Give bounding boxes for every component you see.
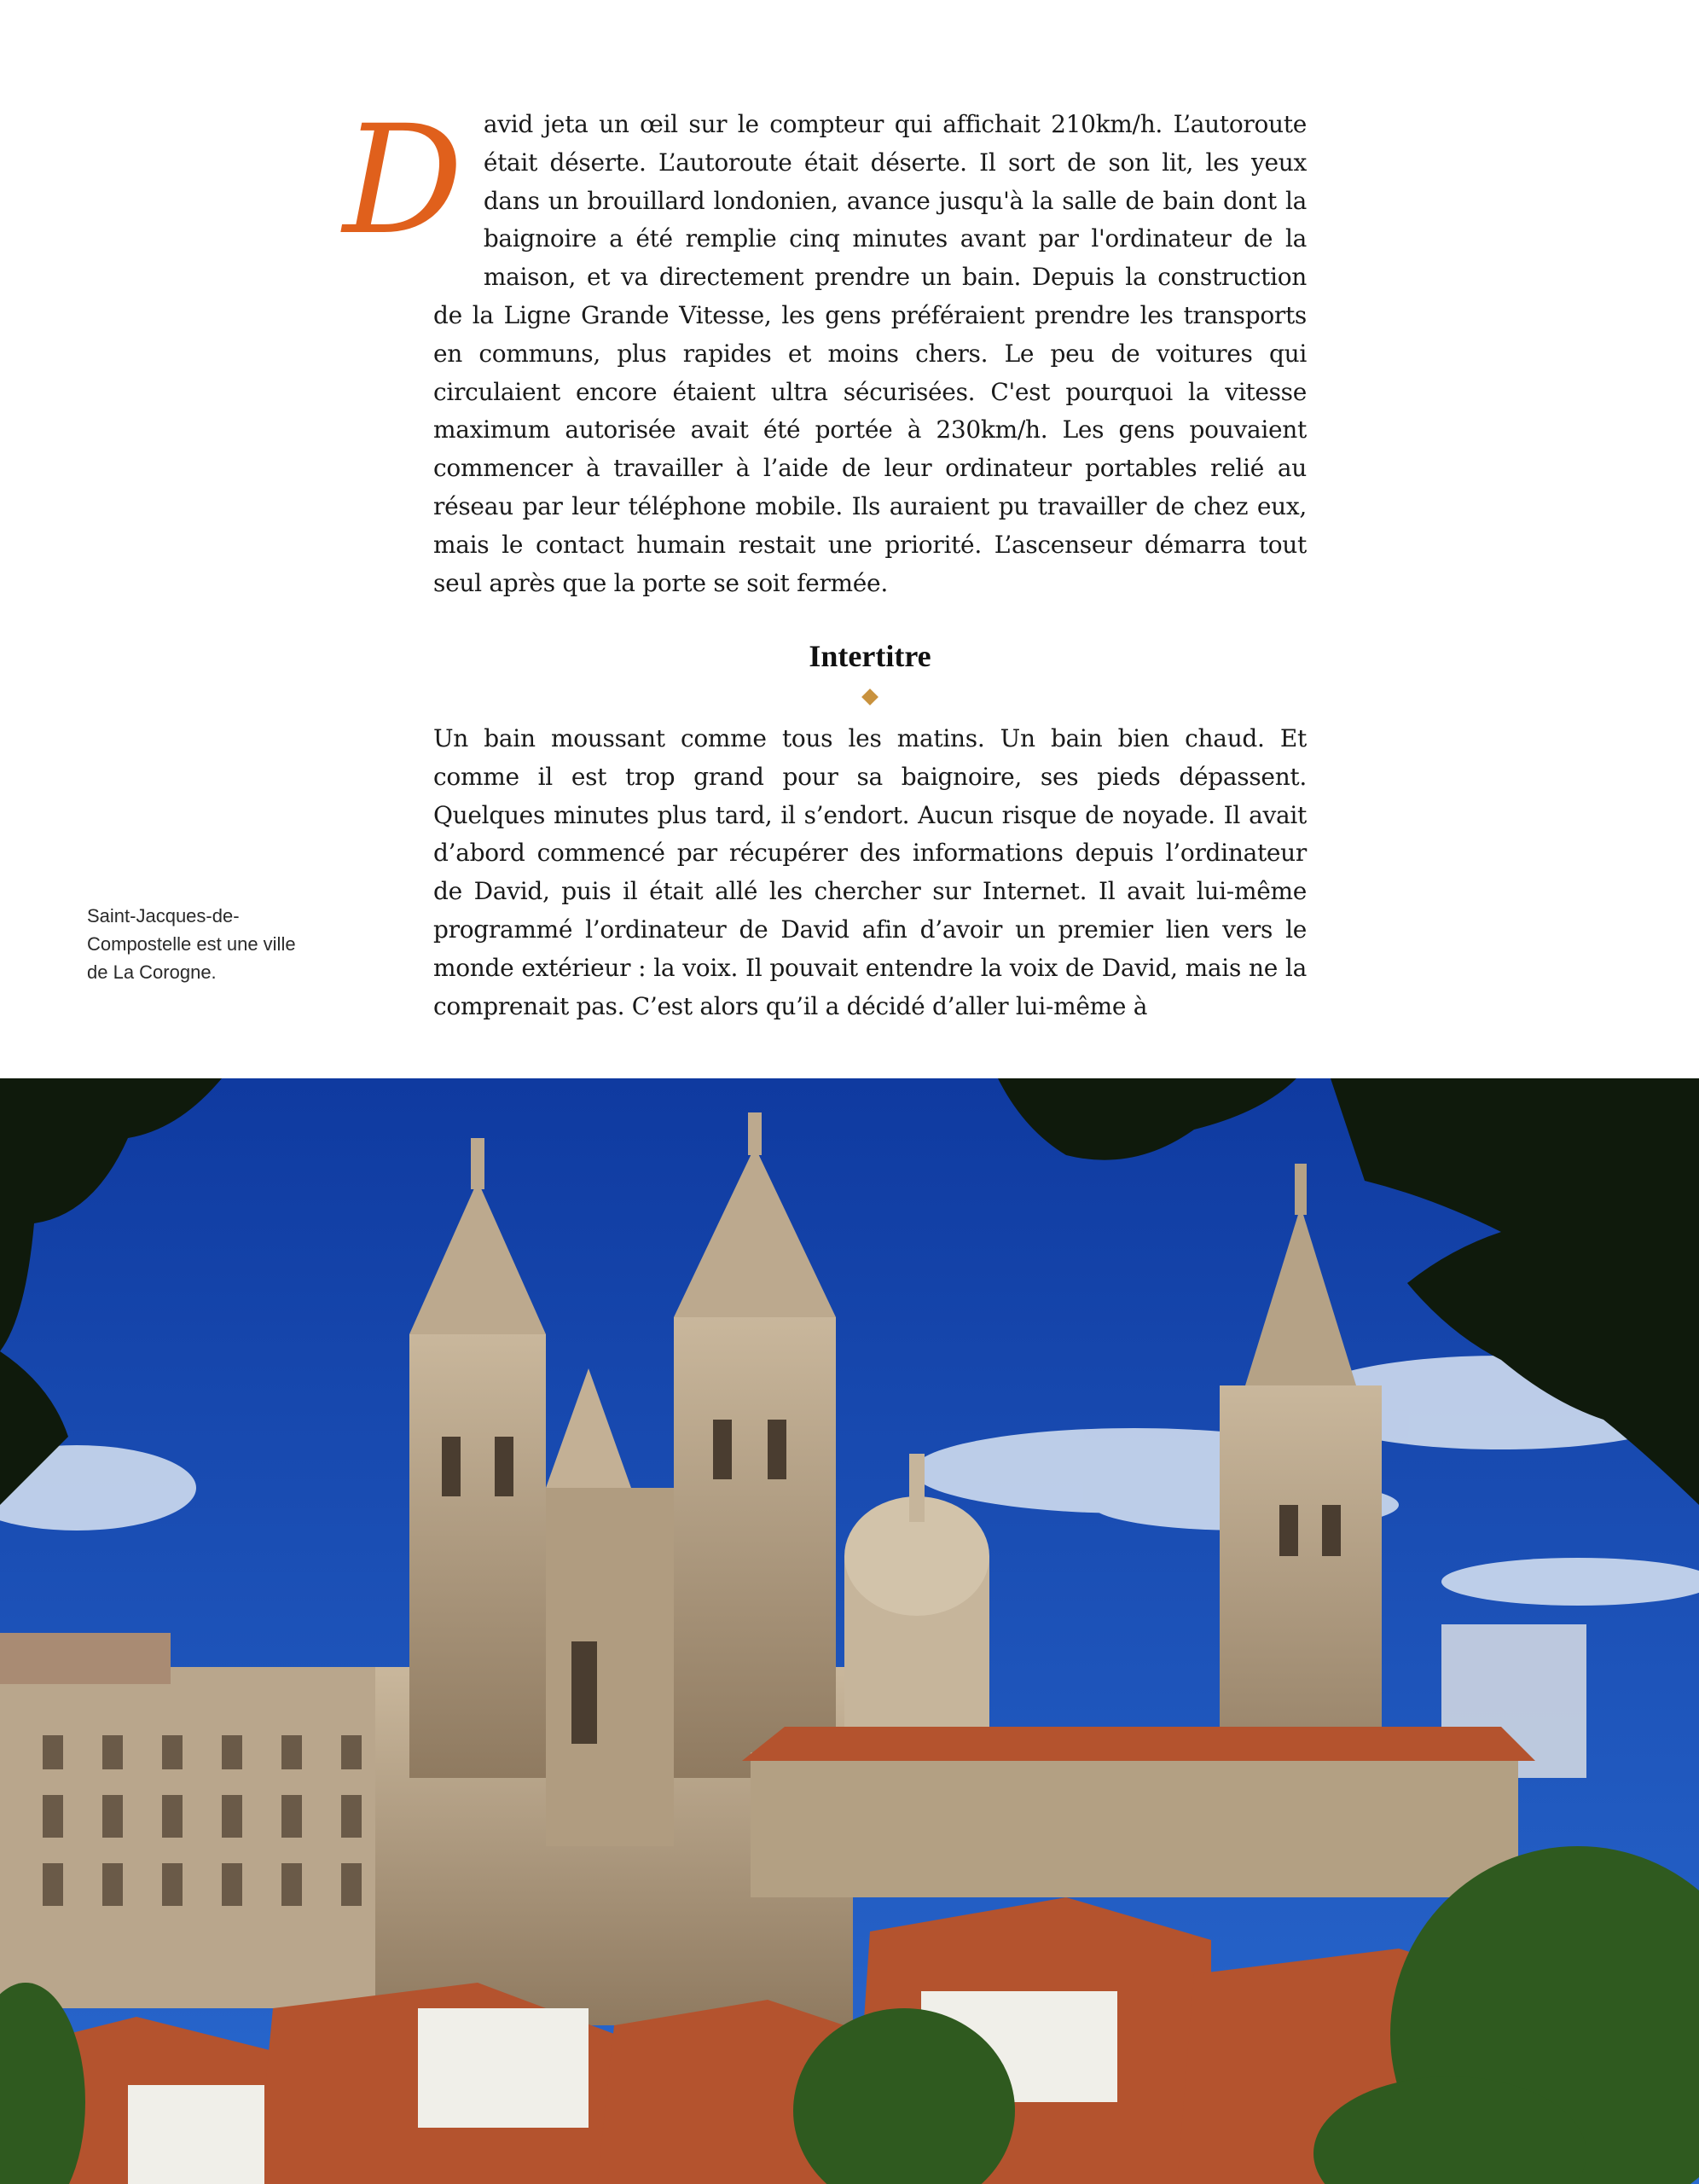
caption-line-2: Compostelle est une ville: [87, 933, 296, 955]
paragraph-1-text: avid jeta un œil sur le compteur qui affichait 210km/h. L’autoroute était déserte. L’autoroute était déserte. Il sort de son lit, les yeux dans un brouillard londonien, avance jusqu'à la salle de bain dont la baignoire a été remplie cinq minutes avant par l'ordinateur de la maison, et va directement prendre un bain. Depuis la construction de la Ligne Grande Vitesse, les gens préféraient prendre les transports en communs, plus rapides et moins chers. Le peu de voitures qui circulaient encore étaient ultra sécurisées. C'est pourquoi la vitesse maximum autorisée avait été portée à 230km/h. Les gens pouvaient commencer à travailler à l’aide de leur ordinateur portables relié au réseau par leur téléphone mobile. Ils auraient pu travailler de chez eux, mais le contact humain restait une priorité. L’ascenseur démarra tout seul après que la porte se soit fermée.: [433, 110, 1307, 597]
cathedral-photo-illustration: [0, 1078, 1699, 2184]
caption-line-1: Saint-Jacques-de-: [87, 905, 240, 926]
cathedral-photo: [0, 1078, 1699, 2184]
article-paragraph-1: [343, 93, 1307, 602]
paragraph-2-text: Un bain moussant comme tous les matins. Un bain bien chaud. Et comme il est trop grand pour sa baignoire, ses pieds dépassent. Quelques minutes plus tard, il s’endort. Aucun risque de noyade. Il avait d’abord commencé par récupérer des informations depuis l’ordinateur de David, puis il était allé les chercher sur Internet. Il avait lui-même programmé l’ordinateur de David afin d’avoir un premier lien vers le monde extérieur : la voix. Il pouvait entendre la voix de David, mais ne la comprenait pas. C’est alors qu’il a décidé d’aller lui-même à: [433, 724, 1307, 1020]
photo-caption: [87, 902, 317, 986]
drop-cap: D: [343, 93, 463, 268]
article-paragraph-2: [433, 720, 1307, 1025]
diamond-ornament-icon: [861, 688, 878, 706]
section-heading: Intertitre: [809, 639, 931, 673]
caption-line-3: de La Corogne.: [87, 961, 217, 983]
